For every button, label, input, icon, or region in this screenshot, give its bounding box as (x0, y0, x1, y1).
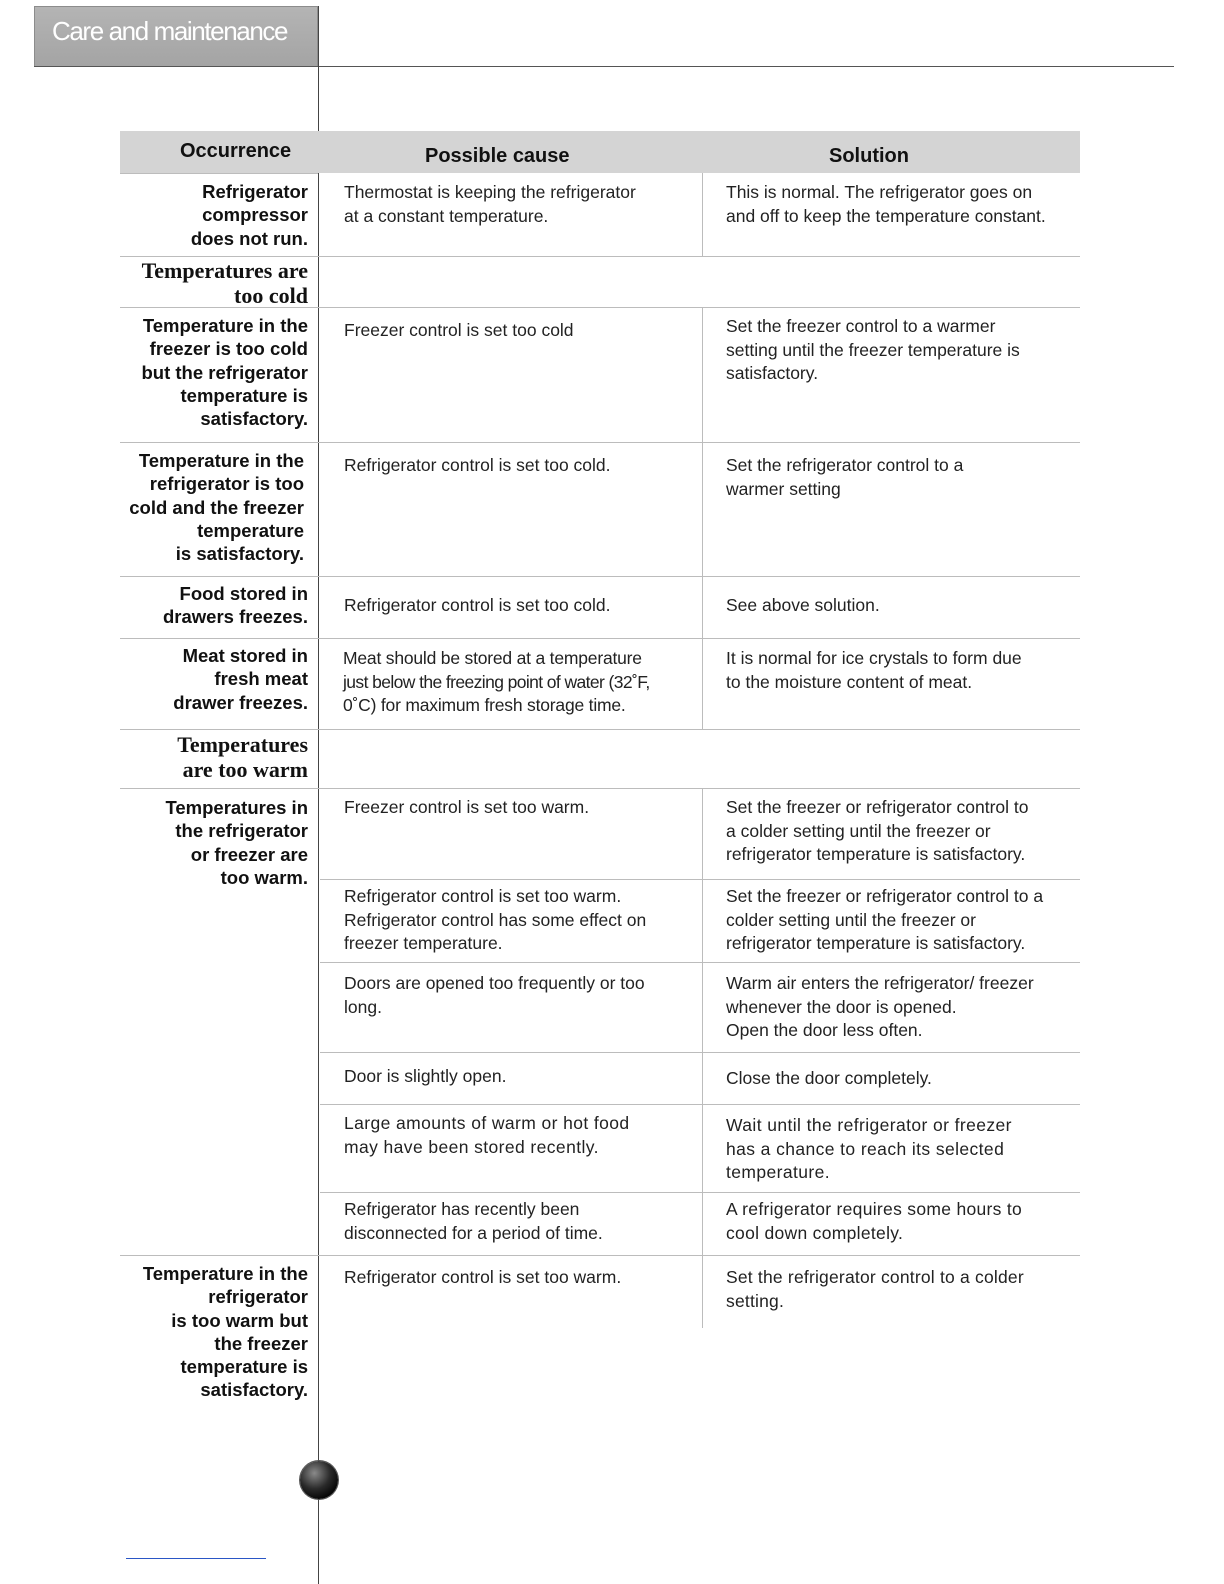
row-divider (120, 1255, 1080, 1256)
row-divider (120, 576, 1080, 577)
row-divider (120, 442, 1080, 443)
row-divider (320, 1104, 1080, 1105)
cause-cell: Large amounts of warm or hot food may have been stored recently. (344, 1113, 630, 1157)
occurrence-cell: Food stored in drawers freezes. (162, 583, 308, 628)
solution-cell: Set the freezer control to a warmer setting until the freezer temperature is satisfactory. (726, 316, 1020, 383)
row-divider (120, 638, 1080, 639)
cause-cell: Refrigerator has recently been disconnected for a period of time. (344, 1199, 603, 1243)
page-bullet-icon (300, 1461, 338, 1499)
occurrence-cell: Temperatures in the refrigerator or freezer are too warm. (165, 797, 308, 888)
footer-rule (126, 1558, 266, 1559)
cause-cell: Thermostat is keeping the refrigerator at a constant temperature. (344, 182, 636, 226)
occurrence-cell: Meat stored in fresh meat drawer freezes. (173, 645, 308, 713)
solution-cell: Wait until the refrigerator or freezer has a chance to reach its selected temperature. (726, 1115, 1012, 1182)
solution-cell: Set the freezer or refrigerator control to a colder setting until the freezer or refrigerator temperature is satisfactory. (726, 797, 1029, 864)
solution-cell: It is normal for ice crystals to form due to the moisture content of meat. (726, 648, 1022, 692)
row-divider (320, 879, 1080, 880)
row-divider (120, 788, 1080, 789)
section-heading-too-warm: Temperatures are too warm (177, 732, 308, 782)
solution-cell: Close the door completely. (726, 1068, 932, 1088)
row-divider (120, 173, 318, 174)
row-divider (320, 1052, 1080, 1053)
occurrence-cell: Temperature in the refrigerator is too cold and the freezer temperature is satisfactory. (129, 450, 304, 565)
column-divider (702, 173, 703, 256)
column-divider (702, 307, 703, 729)
occurrence-cell: Temperature in the refrigerator is too warm but the freezer temperature is satisfactory. (142, 1263, 308, 1401)
row-divider (120, 729, 1080, 730)
page-title: Care and maintenance (52, 16, 288, 46)
cause-cell: Refrigerator control is set too cold. (344, 595, 611, 615)
cause-cell: Freezer control is set too warm. (344, 797, 590, 817)
solution-cell: Set the refrigerator control to a colder setting. (726, 1267, 1024, 1311)
cause-cell: Refrigerator control is set too cold. (344, 455, 611, 475)
solution-cell: Set the refrigerator control to a warmer setting (726, 455, 964, 499)
occurrence-cell: Refrigerator compressor does not run. (190, 181, 308, 249)
header-occurrence: Occurrence (180, 140, 292, 162)
vertical-margin-rule (318, 6, 319, 1584)
row-divider (320, 1192, 1080, 1193)
cause-cell: Refrigerator control is set too warm. Refrigerator control has some effect on freezer temperature. (344, 886, 647, 953)
header-possible-cause: Possible cause (425, 145, 570, 167)
solution-cell: Warm air enters the refrigerator/ freezer whenever the door is opened. Open the door less often. (726, 973, 1034, 1040)
column-divider (702, 788, 703, 1328)
solution-cell: See above solution. (726, 595, 880, 615)
cause-cell: Refrigerator control is set too warm. (344, 1267, 622, 1287)
header-rule (34, 66, 1174, 67)
header-solution: Solution (829, 145, 909, 167)
cause-cell: Doors are opened too frequently or too long. (344, 973, 645, 1017)
occurrence-cell: Temperature in the freezer is too cold but the refrigerator temperature is satisfactory. (141, 315, 308, 430)
solution-cell: Set the freezer or refrigerator control to a colder setting until the freezer or refrigerator temperature is satisfactory. (726, 886, 1044, 953)
row-divider (120, 256, 1080, 257)
section-heading-too-cold: Temperatures are too cold (141, 258, 308, 308)
cause-cell: Freezer control is set too cold (344, 320, 574, 340)
cause-cell: Meat should be stored at a temperature just below the freezing point of water (32˚F, 0˚C) for maximum fresh storage time. (343, 648, 650, 715)
solution-cell: This is normal. The refrigerator goes on and off to keep the temperature constant. (726, 182, 1046, 226)
row-divider (320, 962, 1080, 963)
solution-cell: A refrigerator requires some hours to cool down completely. (726, 1199, 1023, 1243)
cause-cell: Door is slightly open. (344, 1066, 507, 1086)
